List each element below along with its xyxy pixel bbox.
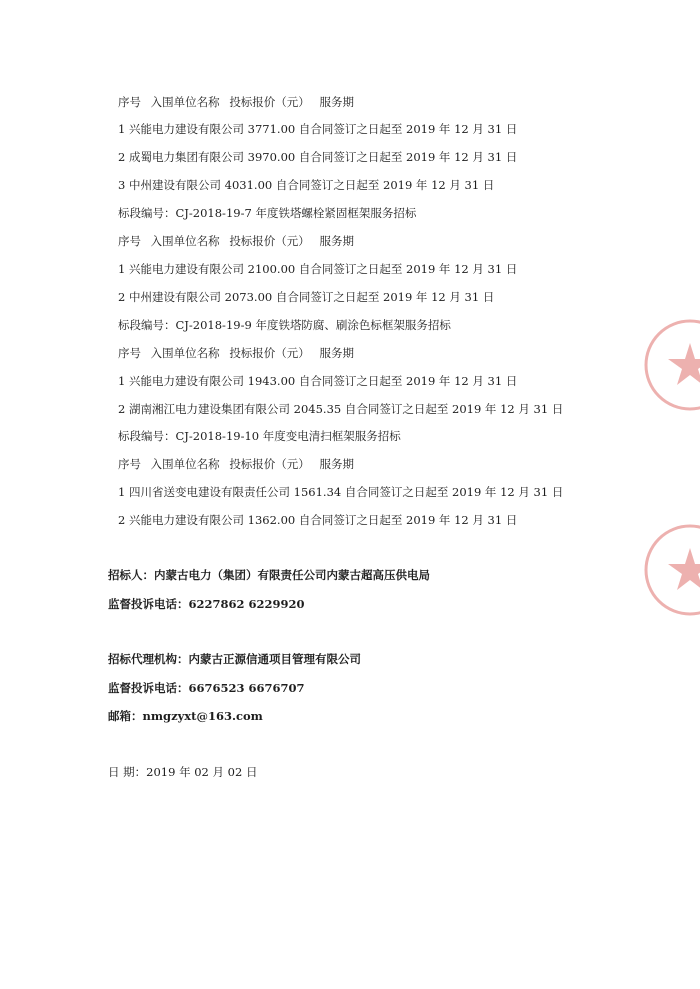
- section-title: 标段编号：CJ-2018-19-9 年度铁塔防腐、刷涂色标框架服务招标: [118, 318, 451, 332]
- agency-phone: 监督投诉电话：6676523 6676707: [108, 681, 305, 695]
- table-row: 2 兴能电力建设有限公司 1362.00 自合同签订之日起至 2019 年 12 月 31 日: [118, 513, 518, 527]
- table-row: 1 兴能电力建设有限公司 1943.00 自合同签订之日起至 2019 年 12 月 31 日: [118, 374, 518, 388]
- table-header: 序号 入围单位名称 投标报价（元） 服务期: [118, 346, 354, 360]
- tenderer-line: 招标人：内蒙古电力（集团）有限责任公司内蒙古超高压供电局: [108, 568, 430, 582]
- table-row: 1 兴能电力建设有限公司 3771.00 自合同签订之日起至 2019 年 12 月 31 日: [118, 122, 518, 136]
- section-title: 标段编号：CJ-2018-19-7 年度铁塔螺栓紧固框架服务招标: [118, 206, 417, 220]
- table-row: 1 兴能电力建设有限公司 2100.00 自合同签订之日起至 2019 年 12 月 31 日: [118, 262, 518, 276]
- agency-line: 招标代理机构：内蒙古正源信通项目管理有限公司: [108, 652, 361, 666]
- table-header: 序号 入围单位名称 投标报价（元） 服务期: [118, 95, 354, 109]
- official-seal-icon: [640, 315, 700, 415]
- table-header: 序号 入围单位名称 投标报价（元） 服务期: [118, 234, 354, 248]
- official-seal-icon: [640, 520, 700, 620]
- table-row: 2 成蜀电力集团有限公司 3970.00 自合同签订之日起至 2019 年 12 月 31 日: [118, 150, 518, 164]
- table-row: 3 中州建设有限公司 4031.00 自合同签订之日起至 2019 年 12 月 31 日: [118, 178, 495, 192]
- section-title: 标段编号：CJ-2018-19-10 年度变电清扫框架服务招标: [118, 429, 401, 443]
- table-row: 2 湖南湘江电力建设集团有限公司 2045.35 自合同签订之日起至 2019 年 12 月 31 日: [118, 402, 564, 416]
- table-header: 序号 入围单位名称 投标报价（元） 服务期: [118, 457, 354, 471]
- tenderer-phone: 监督投诉电话：6227862 6229920: [108, 597, 305, 611]
- email-line: 邮箱：nmgzyxt@163.com: [108, 709, 263, 723]
- table-row: 2 中州建设有限公司 2073.00 自合同签订之日起至 2019 年 12 月 31 日: [118, 290, 495, 304]
- date-line: 日 期：2019 年 02 月 02 日: [108, 765, 258, 779]
- table-row: 1 四川省送变电建设有限责任公司 1561.34 自合同签订之日起至 2019 年 12 月 31 日: [118, 485, 564, 499]
